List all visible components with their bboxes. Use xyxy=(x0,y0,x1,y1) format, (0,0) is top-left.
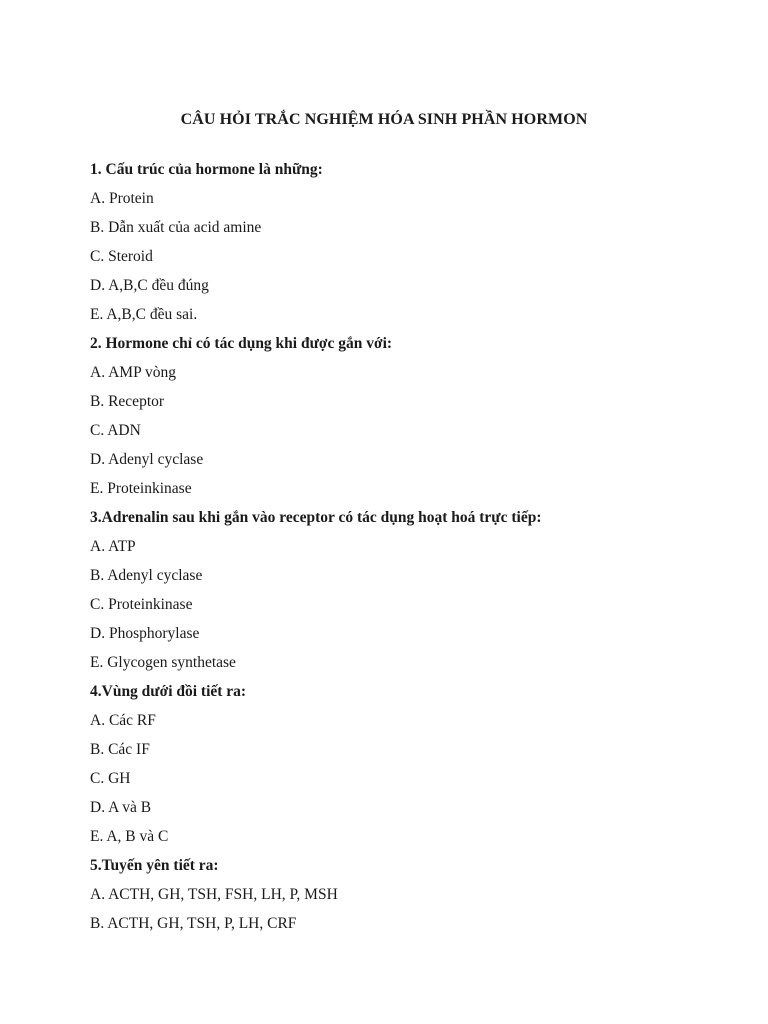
question-text: 4.Vùng dưới đồi tiết ra: xyxy=(90,683,247,700)
option-a: A. Các RF xyxy=(90,712,156,729)
question-text: 1. Cấu trúc của hormone là những: xyxy=(90,161,323,178)
question-5 xyxy=(90,851,730,938)
option-a: A. Protein xyxy=(90,190,154,207)
option-b: B. Dẫn xuất của acid amine xyxy=(90,219,262,236)
option-b: B. Receptor xyxy=(90,393,165,410)
question-text: 2. Hormone chỉ có tác dụng khi được gắn với: xyxy=(90,335,393,352)
option-e: E. Glycogen synthetase xyxy=(90,654,236,671)
option-a: A. ATP xyxy=(90,538,136,555)
option-a: A. AMP vòng xyxy=(90,364,176,381)
option-b: B. Adenyl cyclase xyxy=(90,567,203,584)
question-2 xyxy=(90,329,730,503)
option-c: C. GH xyxy=(90,770,131,787)
option-a: A. ACTH, GH, TSH, FSH, LH, P, MSH xyxy=(90,886,338,903)
question-text: 3.Adrenalin sau khi gắn vào receptor có tác dụng hoạt hoá trực tiếp: xyxy=(90,509,542,526)
option-e: E. A,B,C đều sai. xyxy=(90,306,198,323)
option-d: D. A và B xyxy=(90,799,152,816)
option-e: E. A, B và C xyxy=(90,828,169,845)
question-1 xyxy=(90,155,730,329)
option-d: D. A,B,C đều đúng xyxy=(90,277,209,294)
option-c: C. Steroid xyxy=(90,248,153,265)
option-c: C. Proteinkinase xyxy=(90,596,193,613)
option-d: D. Phosphorylase xyxy=(90,625,200,642)
question-4 xyxy=(90,677,730,851)
question-3 xyxy=(90,503,730,677)
option-e: E. Proteinkinase xyxy=(90,480,192,497)
question-text: 5.Tuyến yên tiết ra: xyxy=(90,857,219,874)
option-c: C. ADN xyxy=(90,422,141,439)
question-list xyxy=(90,155,730,938)
document-title: CÂU HỎI TRẮC NGHIỆM HÓA SINH PHẦN HORMON xyxy=(180,111,588,128)
option-d: D. Adenyl cyclase xyxy=(90,451,204,468)
option-b: B. ACTH, GH, TSH, P, LH, CRF xyxy=(90,915,297,932)
option-b: B. Các IF xyxy=(90,741,150,758)
